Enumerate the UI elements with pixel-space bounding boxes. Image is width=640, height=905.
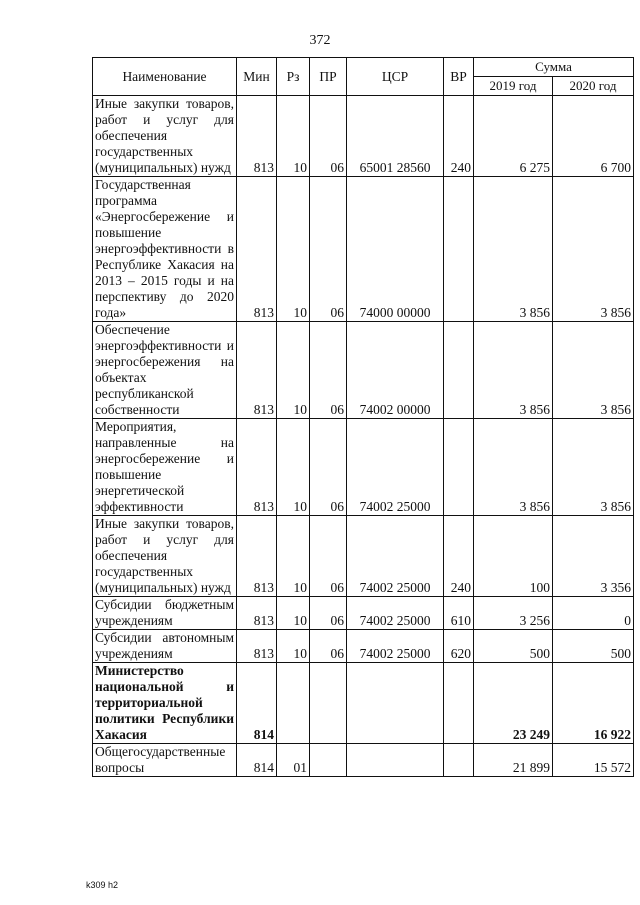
cell-2019: 100 [474, 516, 553, 597]
cell-rz: 10 [277, 322, 310, 419]
cell-name: Субсидии бюджетным учреждениям [93, 597, 237, 630]
cell-rz: 10 [277, 177, 310, 322]
table-row [93, 516, 634, 597]
cell-rz: 10 [277, 96, 310, 177]
cell-min: 813 [237, 322, 277, 419]
cell-2019: 500 [474, 630, 553, 663]
cell-vr: 610 [444, 597, 474, 630]
cell-csr: 74000 00000 [347, 177, 444, 322]
header-csr: ЦСР [347, 58, 444, 96]
cell-csr: 74002 25000 [347, 597, 444, 630]
cell-csr: 74002 25000 [347, 630, 444, 663]
cell-name: Государственная программа «Энергосбережение и повышение энергоэффективности в Республике Хакасия на 2013 – 2015 годы и на перспективу до 2020 года» [93, 177, 237, 322]
cell-rz [277, 663, 310, 744]
cell-2019: 3 856 [474, 322, 553, 419]
cell-vr [444, 744, 474, 777]
cell-pr: 06 [310, 516, 347, 597]
table-body [93, 96, 634, 777]
cell-pr [310, 744, 347, 777]
cell-2019: 3 856 [474, 419, 553, 516]
cell-vr [444, 663, 474, 744]
header-name: Наименование [93, 58, 237, 96]
budget-table [92, 57, 634, 777]
cell-min: 813 [237, 419, 277, 516]
cell-min: 813 [237, 597, 277, 630]
cell-name: Иные закупки товаров, работ и услуг для обеспечения государственных (муниципальных) нужд [93, 96, 237, 177]
cell-rz: 01 [277, 744, 310, 777]
table-row [93, 419, 634, 516]
cell-name: Министерство национальной и территориальной политики Республики Хакасия [93, 663, 237, 744]
cell-vr: 240 [444, 516, 474, 597]
cell-2020: 3 856 [553, 322, 634, 419]
page-number: 372 [309, 33, 331, 48]
cell-2020: 3 856 [553, 177, 634, 322]
header-vr: ВР [444, 58, 474, 96]
cell-pr: 06 [310, 96, 347, 177]
table-row [93, 177, 634, 322]
cell-name: Иные закупки товаров, работ и услуг для обеспечения государственных (муниципальных) нужд [93, 516, 237, 597]
cell-name: Субсидии автономным учреждениям [93, 630, 237, 663]
cell-2019: 6 275 [474, 96, 553, 177]
header-min: Мин [237, 58, 277, 96]
cell-2019: 3 856 [474, 177, 553, 322]
table-row [93, 322, 634, 419]
cell-pr [310, 663, 347, 744]
cell-csr [347, 663, 444, 744]
cell-vr: 240 [444, 96, 474, 177]
cell-rz: 10 [277, 597, 310, 630]
cell-pr: 06 [310, 597, 347, 630]
cell-min: 813 [237, 630, 277, 663]
header-rz: Рз [277, 58, 310, 96]
footer-code: k309 h2 [86, 880, 119, 890]
cell-csr: 74002 25000 [347, 419, 444, 516]
header-sum: Сумма [474, 58, 634, 77]
cell-csr: 74002 25000 [347, 516, 444, 597]
cell-vr [444, 322, 474, 419]
cell-pr: 06 [310, 419, 347, 516]
header-year-2019: 2019 год [474, 77, 553, 96]
cell-csr: 74002 00000 [347, 322, 444, 419]
cell-pr: 06 [310, 322, 347, 419]
cell-2020: 3 856 [553, 419, 634, 516]
table-row [93, 663, 634, 744]
header-pr: ПР [310, 58, 347, 96]
cell-2019: 21 899 [474, 744, 553, 777]
cell-name: Общегосударственные вопросы [93, 744, 237, 777]
cell-pr: 06 [310, 630, 347, 663]
cell-2020: 6 700 [553, 96, 634, 177]
table-row [93, 597, 634, 630]
cell-csr [347, 744, 444, 777]
cell-min: 814 [237, 744, 277, 777]
table-row [93, 630, 634, 663]
cell-name: Мероприятия, направленные на энергосбережение и повышение энергетической эффективности [93, 419, 237, 516]
cell-vr [444, 419, 474, 516]
cell-2020: 15 572 [553, 744, 634, 777]
cell-rz: 10 [277, 630, 310, 663]
table-row [93, 744, 634, 777]
cell-2019: 23 249 [474, 663, 553, 744]
cell-name: Обеспечение энергоэффективности и энергосбережения на объектах республиканской собственности [93, 322, 237, 419]
cell-min: 813 [237, 177, 277, 322]
cell-2020: 500 [553, 630, 634, 663]
cell-min: 813 [237, 516, 277, 597]
cell-rz: 10 [277, 419, 310, 516]
cell-2020: 3 356 [553, 516, 634, 597]
cell-vr [444, 177, 474, 322]
cell-min: 814 [237, 663, 277, 744]
cell-csr: 65001 28560 [347, 96, 444, 177]
cell-2019: 3 256 [474, 597, 553, 630]
cell-pr: 06 [310, 177, 347, 322]
cell-2020: 0 [553, 597, 634, 630]
cell-min: 813 [237, 96, 277, 177]
header-year-2020: 2020 год [553, 77, 634, 96]
cell-rz: 10 [277, 516, 310, 597]
table-row [93, 96, 634, 177]
cell-2020: 16 922 [553, 663, 634, 744]
cell-vr: 620 [444, 630, 474, 663]
